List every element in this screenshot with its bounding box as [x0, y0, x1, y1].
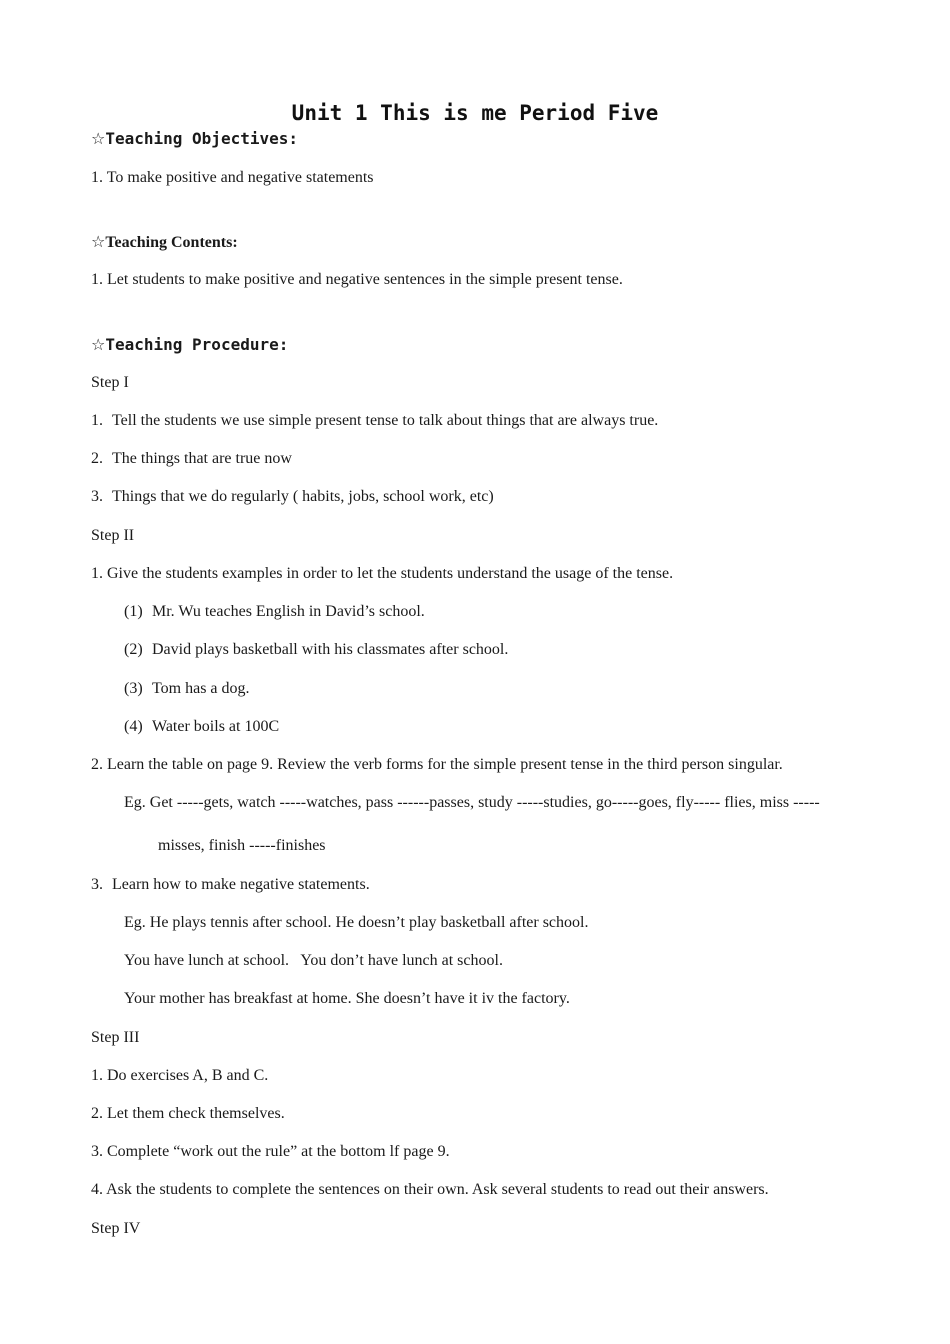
item-text: Mr. Wu teaches English in David’s school.: [152, 603, 425, 620]
list-item: 1. Give the students examples in order to let the students understand the usage of the tense.: [91, 565, 674, 582]
example-line: misses, finish -----finishes: [158, 837, 326, 854]
example-item: [124, 602, 425, 622]
example-item: [124, 717, 279, 737]
item-text: David plays basketball with his classmates after school.: [152, 641, 509, 658]
list-item: 1. Do exercises A, B and C.: [91, 1067, 269, 1084]
procedure-heading-text: Teaching Procedure:: [105, 335, 289, 354]
star-icon: ☆: [91, 232, 106, 251]
example-line: You have lunch at school. You don’t have lunch at school.: [124, 952, 503, 969]
item-text: Tom has a dog.: [152, 680, 250, 697]
example-item: [124, 679, 250, 699]
contents-item: 1. Let students to make positive and negative sentences in the simple present tense.: [91, 271, 623, 288]
step-label: Step II: [91, 527, 135, 544]
list-item: 2. Learn the table on page 9. Review the verb forms for the simple present tense in the third person singular.: [91, 756, 783, 773]
list-item: [91, 449, 292, 469]
item-number: (3): [124, 680, 143, 697]
item-number: (1): [124, 603, 143, 620]
list-item: [91, 487, 494, 507]
list-item: 2. Let them check themselves.: [91, 1105, 285, 1122]
step-label: Step III: [91, 1029, 140, 1046]
step-label: Step IV: [91, 1220, 141, 1237]
example-line: Eg. He plays tennis after school. He doesn’t play basketball after school.: [124, 914, 589, 931]
list-item: [91, 875, 370, 895]
item-number: (2): [124, 641, 143, 658]
objectives-heading: [91, 129, 298, 149]
page-title: Unit 1 This is me Period Five: [291, 101, 659, 125]
example-line: Eg. Get -----gets, watch -----watches, pass ------passes, study -----studies, go-----goes, fly----- flies, miss -----: [124, 794, 820, 811]
item-number: 2.: [91, 450, 103, 467]
item-number: 3.: [91, 488, 103, 505]
objectives-item: 1. To make positive and negative statements: [91, 169, 374, 186]
item-text: The things that are true now: [112, 450, 292, 467]
item-text: Tell the students we use simple present tense to talk about things that are always true.: [112, 412, 659, 429]
star-icon: ☆: [91, 129, 106, 148]
objectives-heading-text: Teaching Objectives:: [105, 129, 298, 148]
item-text: Learn how to make negative statements.: [112, 876, 370, 893]
list-item: 3. Complete “work out the rule” at the bottom lf page 9.: [91, 1143, 450, 1160]
list-item: [91, 411, 658, 431]
procedure-heading: [91, 335, 288, 355]
item-text: Water boils at 100C: [152, 718, 280, 735]
star-icon: ☆: [91, 335, 106, 354]
item-text: Things that we do regularly ( habits, jobs, school work, etc): [112, 488, 494, 505]
item-number: 3.: [91, 876, 103, 893]
contents-heading: [91, 232, 238, 253]
step-label: Step I: [91, 374, 129, 391]
example-line: Your mother has breakfast at home. She doesn’t have it iv the factory.: [124, 990, 570, 1007]
contents-heading-text: Teaching Contents:: [105, 234, 238, 251]
list-item: 4. Ask the students to complete the sentences on their own. Ask several students to read out their answers.: [91, 1181, 769, 1198]
example-item: [124, 640, 508, 660]
item-number: 1.: [91, 412, 103, 429]
item-number: (4): [124, 718, 143, 735]
